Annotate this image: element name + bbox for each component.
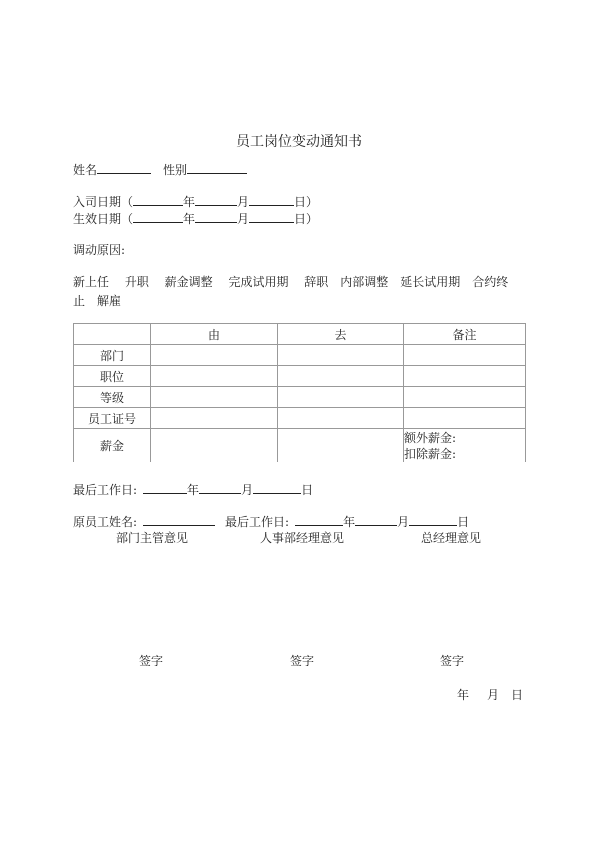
name-gender-line [73,162,247,177]
deduct-salary-label: 扣除薪金: [404,447,457,461]
year-label: 年 [187,483,200,497]
cell[interactable] [404,387,526,408]
cell[interactable] [278,387,404,408]
cell[interactable] [151,366,278,387]
year-label: 年 [183,195,196,209]
month-blank[interactable] [199,482,241,494]
eff-year-blank[interactable] [133,211,183,223]
row-label: 薪金 [74,429,151,463]
reasons-line-1: 新上任 升职 薪金调整 完成试用期 辞职 内部调整 延长试用期 合约终 [73,275,509,289]
header-cell [74,324,151,345]
month-blank[interactable] [355,514,397,526]
dept-manager-opinion: 部门主管意见 [116,531,189,545]
month-label: 月 [397,515,410,529]
page-title: 员工岗位变动通知书 [236,134,362,150]
cell[interactable] [151,345,278,366]
sign-label-1: 签字 [139,654,164,668]
cell[interactable] [278,429,404,463]
month-label: 月 [241,483,254,497]
day-label: 日） [294,212,319,226]
day-blank[interactable] [409,514,457,526]
footer-day: 日 [511,688,524,702]
effective-date-label: 生效日期（ [73,212,134,226]
cell[interactable] [151,429,278,463]
reason-label: 调动原因: [73,243,126,257]
reasons-line-2: 止 解雇 [73,294,122,308]
hr-manager-opinion: 人事部经理意见 [260,531,345,545]
row-label: 员工证号 [74,408,151,429]
cell[interactable] [151,387,278,408]
header-to: 去 [278,324,404,345]
footer-month: 月 [487,688,500,702]
day-label: 日 [301,483,314,497]
former-employee-line [73,514,469,529]
former-name-label: 原员工姓名: [73,515,138,529]
join-year-blank[interactable] [133,194,183,206]
effective-date-line [73,211,318,226]
eff-month-blank[interactable] [195,211,237,223]
change-table [73,323,526,462]
year-blank[interactable] [143,482,187,494]
last-work-day-label: 最后工作日: [225,515,290,529]
cell[interactable] [404,408,526,429]
name-label: 姓名 [73,163,98,177]
cell[interactable] [404,345,526,366]
year-blank[interactable] [295,514,343,526]
cell[interactable] [278,408,404,429]
year-label: 年 [183,212,196,226]
join-date-line [73,194,318,209]
cell[interactable] [278,345,404,366]
salary-notes-cell[interactable] [404,429,526,463]
sign-label-3: 签字 [440,654,465,668]
name-blank[interactable] [97,162,151,174]
day-blank[interactable] [253,482,301,494]
cell[interactable] [278,366,404,387]
eff-day-blank[interactable] [249,211,294,223]
row-label: 等级 [74,387,151,408]
month-label: 月 [237,212,250,226]
header-from: 由 [151,324,278,345]
footer-year: 年 [457,688,470,702]
last-work-day-line [73,482,313,497]
gm-opinion: 总经理意见 [421,531,482,545]
cell[interactable] [404,366,526,387]
sign-label-2: 签字 [290,654,315,668]
day-label: 日 [457,515,470,529]
former-name-blank[interactable] [143,514,215,526]
join-date-label: 入司日期（ [73,195,134,209]
extra-salary-label: 额外薪金: [404,431,457,445]
gender-label: 性别 [163,163,188,177]
month-label: 月 [237,195,250,209]
gender-blank[interactable] [187,162,247,174]
year-label: 年 [343,515,356,529]
join-month-blank[interactable] [195,194,237,206]
header-notes: 备注 [404,324,526,345]
cell[interactable] [151,408,278,429]
last-work-day-label: 最后工作日: [73,483,138,497]
row-label: 职位 [74,366,151,387]
join-day-blank[interactable] [249,194,294,206]
row-label: 部门 [74,345,151,366]
day-label: 日） [294,195,319,209]
